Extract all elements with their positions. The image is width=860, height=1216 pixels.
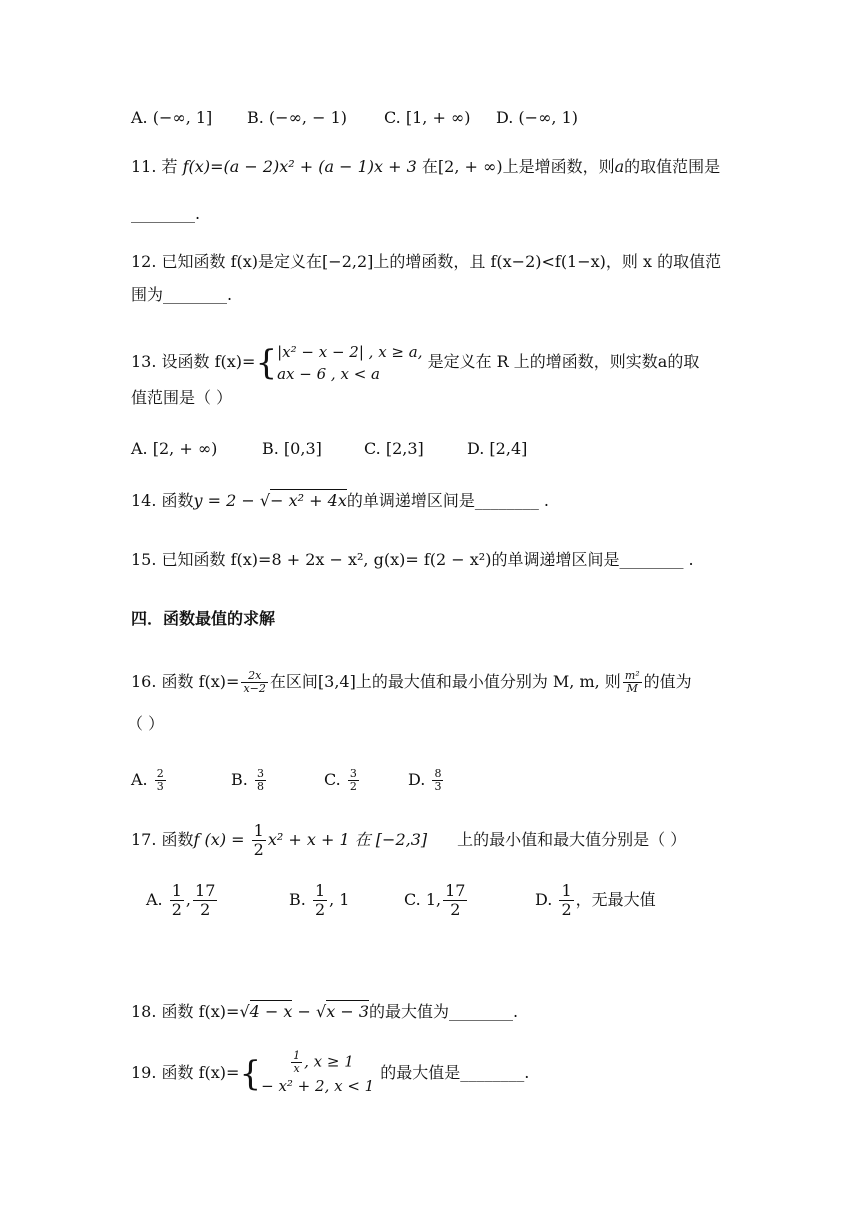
q17-option-d	[535, 880, 656, 920]
question-18	[131, 1000, 518, 1024]
q13-prefix: 13. 设函数 f(x)=	[131, 352, 256, 371]
q17-d-f1n: 1	[561, 881, 572, 900]
question-19	[131, 1048, 529, 1098]
q17-a-f1d: 2	[171, 900, 182, 919]
q17-option-b-label: B.	[289, 890, 306, 909]
q17-b-f1n: 1	[314, 881, 326, 900]
q17-suffix: 上的最小值和最大值分别是（ ）	[457, 830, 687, 849]
q17-c-f2d: 2	[450, 900, 461, 919]
q11-prefix: 11. 若	[131, 157, 183, 176]
q17-b-frac	[313, 882, 327, 919]
q17-option-a-label: A.	[146, 890, 163, 909]
q17-c-f2n: 17	[445, 881, 466, 900]
q14-radicand: − x² + 4x	[270, 491, 347, 510]
q16-option-c-label: C.	[324, 770, 341, 789]
q17-d-tail: ，无最大值	[575, 890, 656, 909]
q17-half	[252, 822, 266, 859]
q18-sqrt-sign-1: √	[239, 1002, 250, 1021]
question-12-line-2: 围为________.	[131, 285, 233, 304]
question-13	[131, 338, 699, 386]
q16-option-d-label: D.	[408, 770, 426, 789]
question-12-line-1: 12. 已知函数 f(x)是定义在[−2,2]上的增函数，且 f(x−2)<f(1−x)，则 x 的取值范	[131, 252, 722, 271]
q13-case-1: |x² − x − 2| , x ≥ a,	[277, 342, 423, 361]
q16-d-den: 3	[434, 780, 442, 793]
q17-prefix: 17. 函数	[131, 830, 194, 849]
q13-suffix: 是定义在 R 上的增函数，则实数a的取	[422, 352, 700, 371]
q17-a-f1n: 1	[171, 881, 182, 900]
q19-prefix: 19. 函数 f(x)=	[131, 1063, 240, 1082]
q17-half-den: 2	[253, 840, 264, 859]
q19-case1-tail: , x ≥ 1	[304, 1052, 354, 1071]
q14-prefix: 14. 函数	[131, 491, 194, 510]
q16-denominator: x−2	[243, 682, 266, 695]
q18-minus: −	[292, 1002, 317, 1021]
q11-blank: ________.	[131, 204, 201, 223]
q11-a: a	[614, 157, 625, 176]
question-14	[131, 489, 549, 513]
q16-option-a	[131, 768, 168, 793]
q13-cases	[277, 341, 422, 385]
section-4-title: 四．函数最值的求解	[131, 609, 276, 628]
q19-suffix: 的最大值是________.	[380, 1063, 530, 1082]
q16-c-num: 3	[349, 767, 357, 780]
q19-case-2: − x² + 2, x < 1	[261, 1077, 375, 1095]
q19-case1-num: 1	[293, 1049, 301, 1062]
q14-sqrt-sign: √	[259, 491, 271, 510]
q17-a-frac-1	[170, 882, 184, 919]
q16-numerator-2: m²	[624, 669, 640, 682]
q17-b-sep: , 1	[329, 890, 350, 909]
q16-c-den: 2	[349, 780, 357, 793]
q17-option-c	[404, 880, 469, 920]
q19-case1-frac	[291, 1050, 302, 1075]
q16-fraction	[241, 670, 267, 695]
q17-option-c-label: C.	[404, 890, 421, 909]
q19-brace: {	[239, 1053, 262, 1094]
q16-numerator: 2x	[241, 670, 267, 683]
q16-denominator-2: M	[626, 682, 638, 695]
q16-suffix: 的值为	[643, 672, 692, 691]
q17-option-d-label: D.	[535, 890, 553, 909]
q17-b-f1d: 2	[314, 900, 326, 919]
q16-option-b-label: B.	[231, 770, 248, 789]
q16-option-a-fraction	[155, 768, 166, 793]
q11-fx: f(x)	[182, 157, 211, 176]
question-16-line-2: （ ）	[127, 714, 165, 733]
q17-a-f2d: 2	[200, 900, 211, 919]
q17-a-sep: ,	[185, 890, 192, 909]
q16-a-den: 3	[156, 780, 164, 793]
q17-c-frac	[443, 882, 467, 919]
q16-option-c	[324, 768, 361, 793]
q16-d-num: 8	[434, 767, 442, 780]
q16-middle: 在区间[3,4]上的最大值和最小值分别为 M, m, 则	[269, 672, 621, 691]
q16-a-num: 2	[156, 767, 164, 780]
question-13-line-2: 值范围是（ ）	[131, 388, 233, 407]
q18-radicand-2: x − 3	[326, 1002, 370, 1021]
q18-radicand-1: 4 − x	[249, 1002, 293, 1021]
q17-d-frac	[559, 882, 573, 919]
q16-fraction-2	[623, 670, 642, 695]
question-11	[131, 155, 720, 179]
q19-cases	[261, 1050, 374, 1097]
q10-option-c: C. [1, + ∞)	[384, 108, 471, 127]
q16-option-b-fraction	[255, 768, 266, 793]
q17-c-pre: 1,	[425, 890, 442, 909]
q16-option-d-fraction	[432, 768, 443, 793]
question-16	[131, 664, 692, 700]
q16-b-num: 3	[256, 767, 264, 780]
q16-option-b	[231, 768, 268, 793]
q13-case-2: ax − 6 , x < a	[277, 364, 380, 383]
q18-prefix: 18. 函数 f(x)=	[131, 1002, 240, 1021]
q16-option-c-fraction	[348, 768, 359, 793]
q16-b-den: 8	[256, 780, 264, 793]
q19-case-1	[261, 1050, 374, 1075]
q17-option-b	[289, 880, 349, 920]
q11-suffix: 的取值范围是	[624, 157, 721, 176]
q11-expression: =(a − 2)x² + (a − 1)x + 3	[210, 157, 417, 176]
q17-a-frac-2	[193, 882, 217, 919]
q10-option-b: B. (−∞, − 1)	[247, 108, 347, 127]
q17-d-f1d: 2	[561, 900, 572, 919]
q13-option-b: B. [0,3]	[262, 439, 322, 458]
q13-option-a: A. [2, + ∞)	[131, 439, 218, 458]
question-15: 15. 已知函数 f(x)=8 + 2x − x², g(x)= f(2 − x²)的单调递增区间是________ .	[131, 550, 694, 569]
q10-option-d: D. (−∞, 1)	[496, 108, 578, 127]
q14-suffix: 的单调递增区间是________ .	[346, 491, 550, 510]
q14-expression: y = 2 −	[193, 491, 260, 510]
q17-half-num: 1	[253, 821, 264, 840]
q13-brace: {	[255, 342, 278, 383]
q10-option-a: A. (−∞, 1]	[131, 108, 213, 127]
q18-sqrt-sign-2: √	[316, 1002, 327, 1021]
q18-suffix: 的最大值为________.	[369, 1002, 519, 1021]
q19-case1-den: x	[293, 1062, 300, 1075]
q16-option-d	[408, 768, 445, 793]
q11-middle: 在[2, + ∞)上是增函数，则	[416, 157, 615, 176]
q17-expression-b: x² + x + 1 在 [−2,3]	[267, 830, 428, 849]
q17-expression-a: f (x) =	[193, 830, 250, 849]
q17-a-f2n: 17	[195, 881, 216, 900]
question-17	[131, 820, 686, 860]
q17-option-a	[146, 880, 219, 920]
q16-prefix: 16. 函数 f(x)=	[131, 672, 240, 691]
q13-option-c: C. [2,3]	[364, 439, 424, 458]
q16-option-a-label: A.	[131, 770, 148, 789]
q13-option-d: D. [2,4]	[467, 439, 528, 458]
